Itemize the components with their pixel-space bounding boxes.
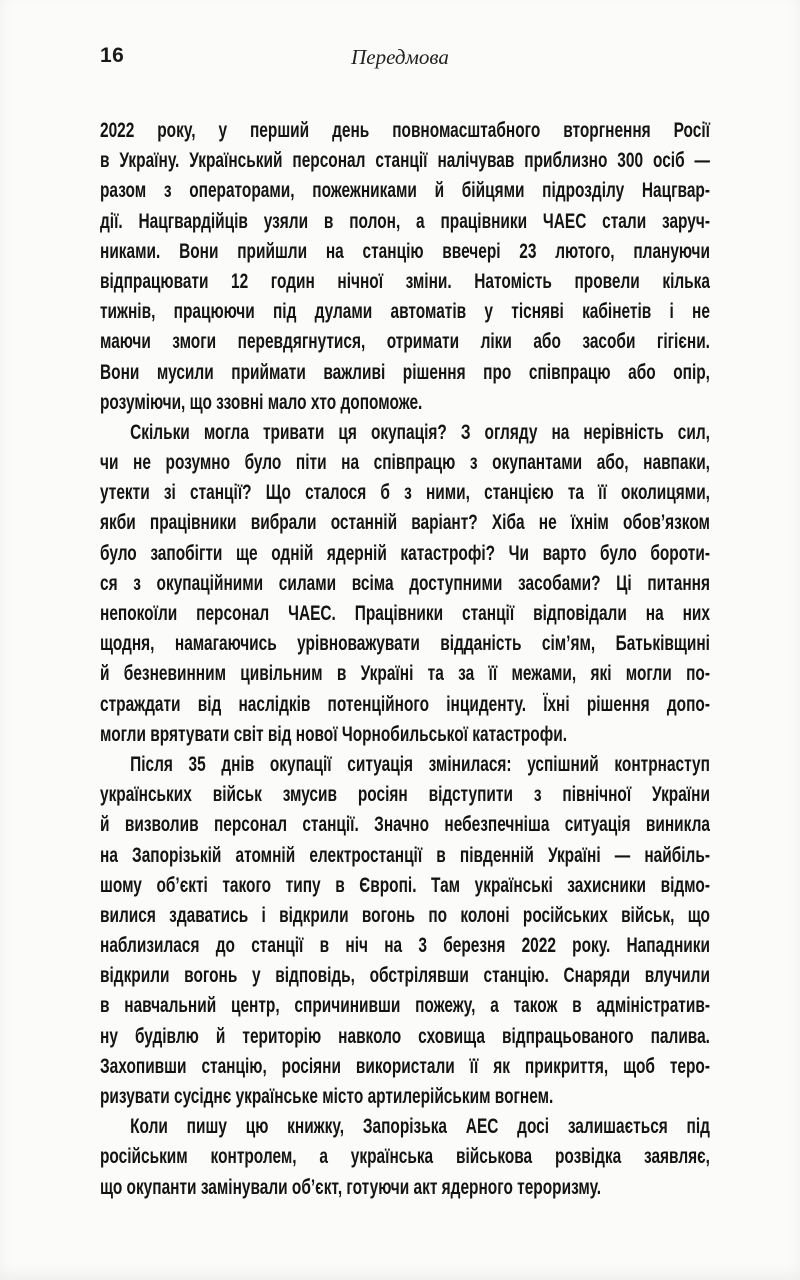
text-line: Після 35 днів окупації ситуація змінилася: успішний контрнаступ — [130, 752, 710, 776]
text-line: що окупанти замінували об’єкт, готуючи акт ядерного тероризму. — [100, 1175, 602, 1199]
text-line: в навчальний центр, спричинивши пожежу, а також в адміністратив- — [100, 994, 710, 1018]
text-line: в Україну. Український персонал станції налічував приблизно 300 осіб — — [100, 149, 710, 173]
text-line: вилися здаватись і відкрили вогонь по колоні російських військ, що — [100, 903, 710, 927]
text-line: на Запорізькій атомній електростанції в південній Україні — найбіль- — [100, 843, 710, 867]
text-line: наблизилася до станції в ніч на 3 березня 2022 року. Нападники — [100, 934, 710, 958]
text-line: 2022 року, у перший день повномасштабного вторгнення Росії — [100, 119, 710, 142]
body-text-column — [100, 116, 710, 1203]
text-line: щодня, намагаючись урівноважувати відданість сім’ям, Батьківщині — [100, 632, 710, 656]
text-line: шому об’єкті такого типу в Європі. Там українські захисники відмо- — [100, 873, 710, 897]
text-line: російським контролем, а українська військова розвідка заявляє, — [100, 1145, 710, 1169]
text-line: Коли пишу цю книжку, Запорізька АЕС досі залишається під — [130, 1115, 710, 1139]
text-line: Вони мусили приймати важливі рішення про співпрацю або опір, — [100, 360, 710, 384]
text-line: дії. Нацгвардійців узяли в полон, а працівники ЧАЕС стали заруч- — [100, 209, 710, 233]
text-line: відкрили вогонь у відповідь, обстрілявши станцію. Снаряди влучили — [100, 964, 710, 988]
text-line: ризувати сусіднє українське місто артилерійським вогнем. — [100, 1085, 554, 1108]
text-line: могли врятувати світ від нової Чорнобильської катастрофи. — [100, 722, 567, 746]
text-line: утекти зі станції? Що сталося б з ними, станцією та її околицями, — [100, 481, 710, 505]
text-line: Захопивши станцію, росіяни використали її як прикриття, щоб теро- — [100, 1054, 710, 1078]
page-number: 16 — [100, 44, 125, 67]
text-line: розуміючи, що ззовні мало хто допоможе. — [100, 390, 423, 414]
text-line: страждати від наслідків потенційного інциденту. Їхні рішення допо- — [100, 692, 710, 716]
text-line: ну будівлю й територію навколо сховища відпрацьованого палива. — [100, 1024, 710, 1048]
text-line: непокоїли персонал ЧАЕС. Працівники станції відповідали на них — [100, 602, 710, 625]
text-line: никами. Вони прийшли на станцію ввечері 23 лютого, плануючи — [100, 239, 710, 263]
text-line: ся з окупаційними силами всіма доступними засобами? Ці питання — [100, 571, 710, 595]
text-line: українських військ змусив росіян відступити з північної України — [100, 783, 710, 807]
text-line: було запобігти ще одній ядерній катастрофі? Чи варто було бороти- — [100, 541, 710, 565]
text-line: тижнів, працюючи під дулами автоматів у тісняві кабінетів і не — [100, 300, 710, 324]
text-line: маючи змоги перевдягнутися, отримати ліки або засоби гігієни. — [100, 330, 710, 354]
text-line: разом з операторами, пожежниками й бійцями підрозділу Нацгвар- — [100, 179, 710, 203]
text-line: відпрацювати 12 годин нічної зміни. Натомість провели кілька — [100, 269, 710, 293]
text-line: й визволив персонал станції. Значно небезпечніша ситуація виникла — [100, 813, 710, 837]
running-header — [0, 44, 800, 74]
text-line: й безневинним цивільним в Україні та за її межами, які могли по- — [100, 662, 710, 686]
text-line: чи не розумно було піти на співпрацю з окупантами або, навпаки, — [100, 451, 710, 475]
text-line: Скільки могла тривати ця окупація? З огляду на нерівність сил, — [130, 420, 710, 444]
running-head-title: Передмова — [351, 45, 449, 69]
body-text — [100, 116, 710, 1203]
text-line: якби працівники вибрали останній варіант? Хіба не їхнім обов’язком — [100, 511, 710, 535]
